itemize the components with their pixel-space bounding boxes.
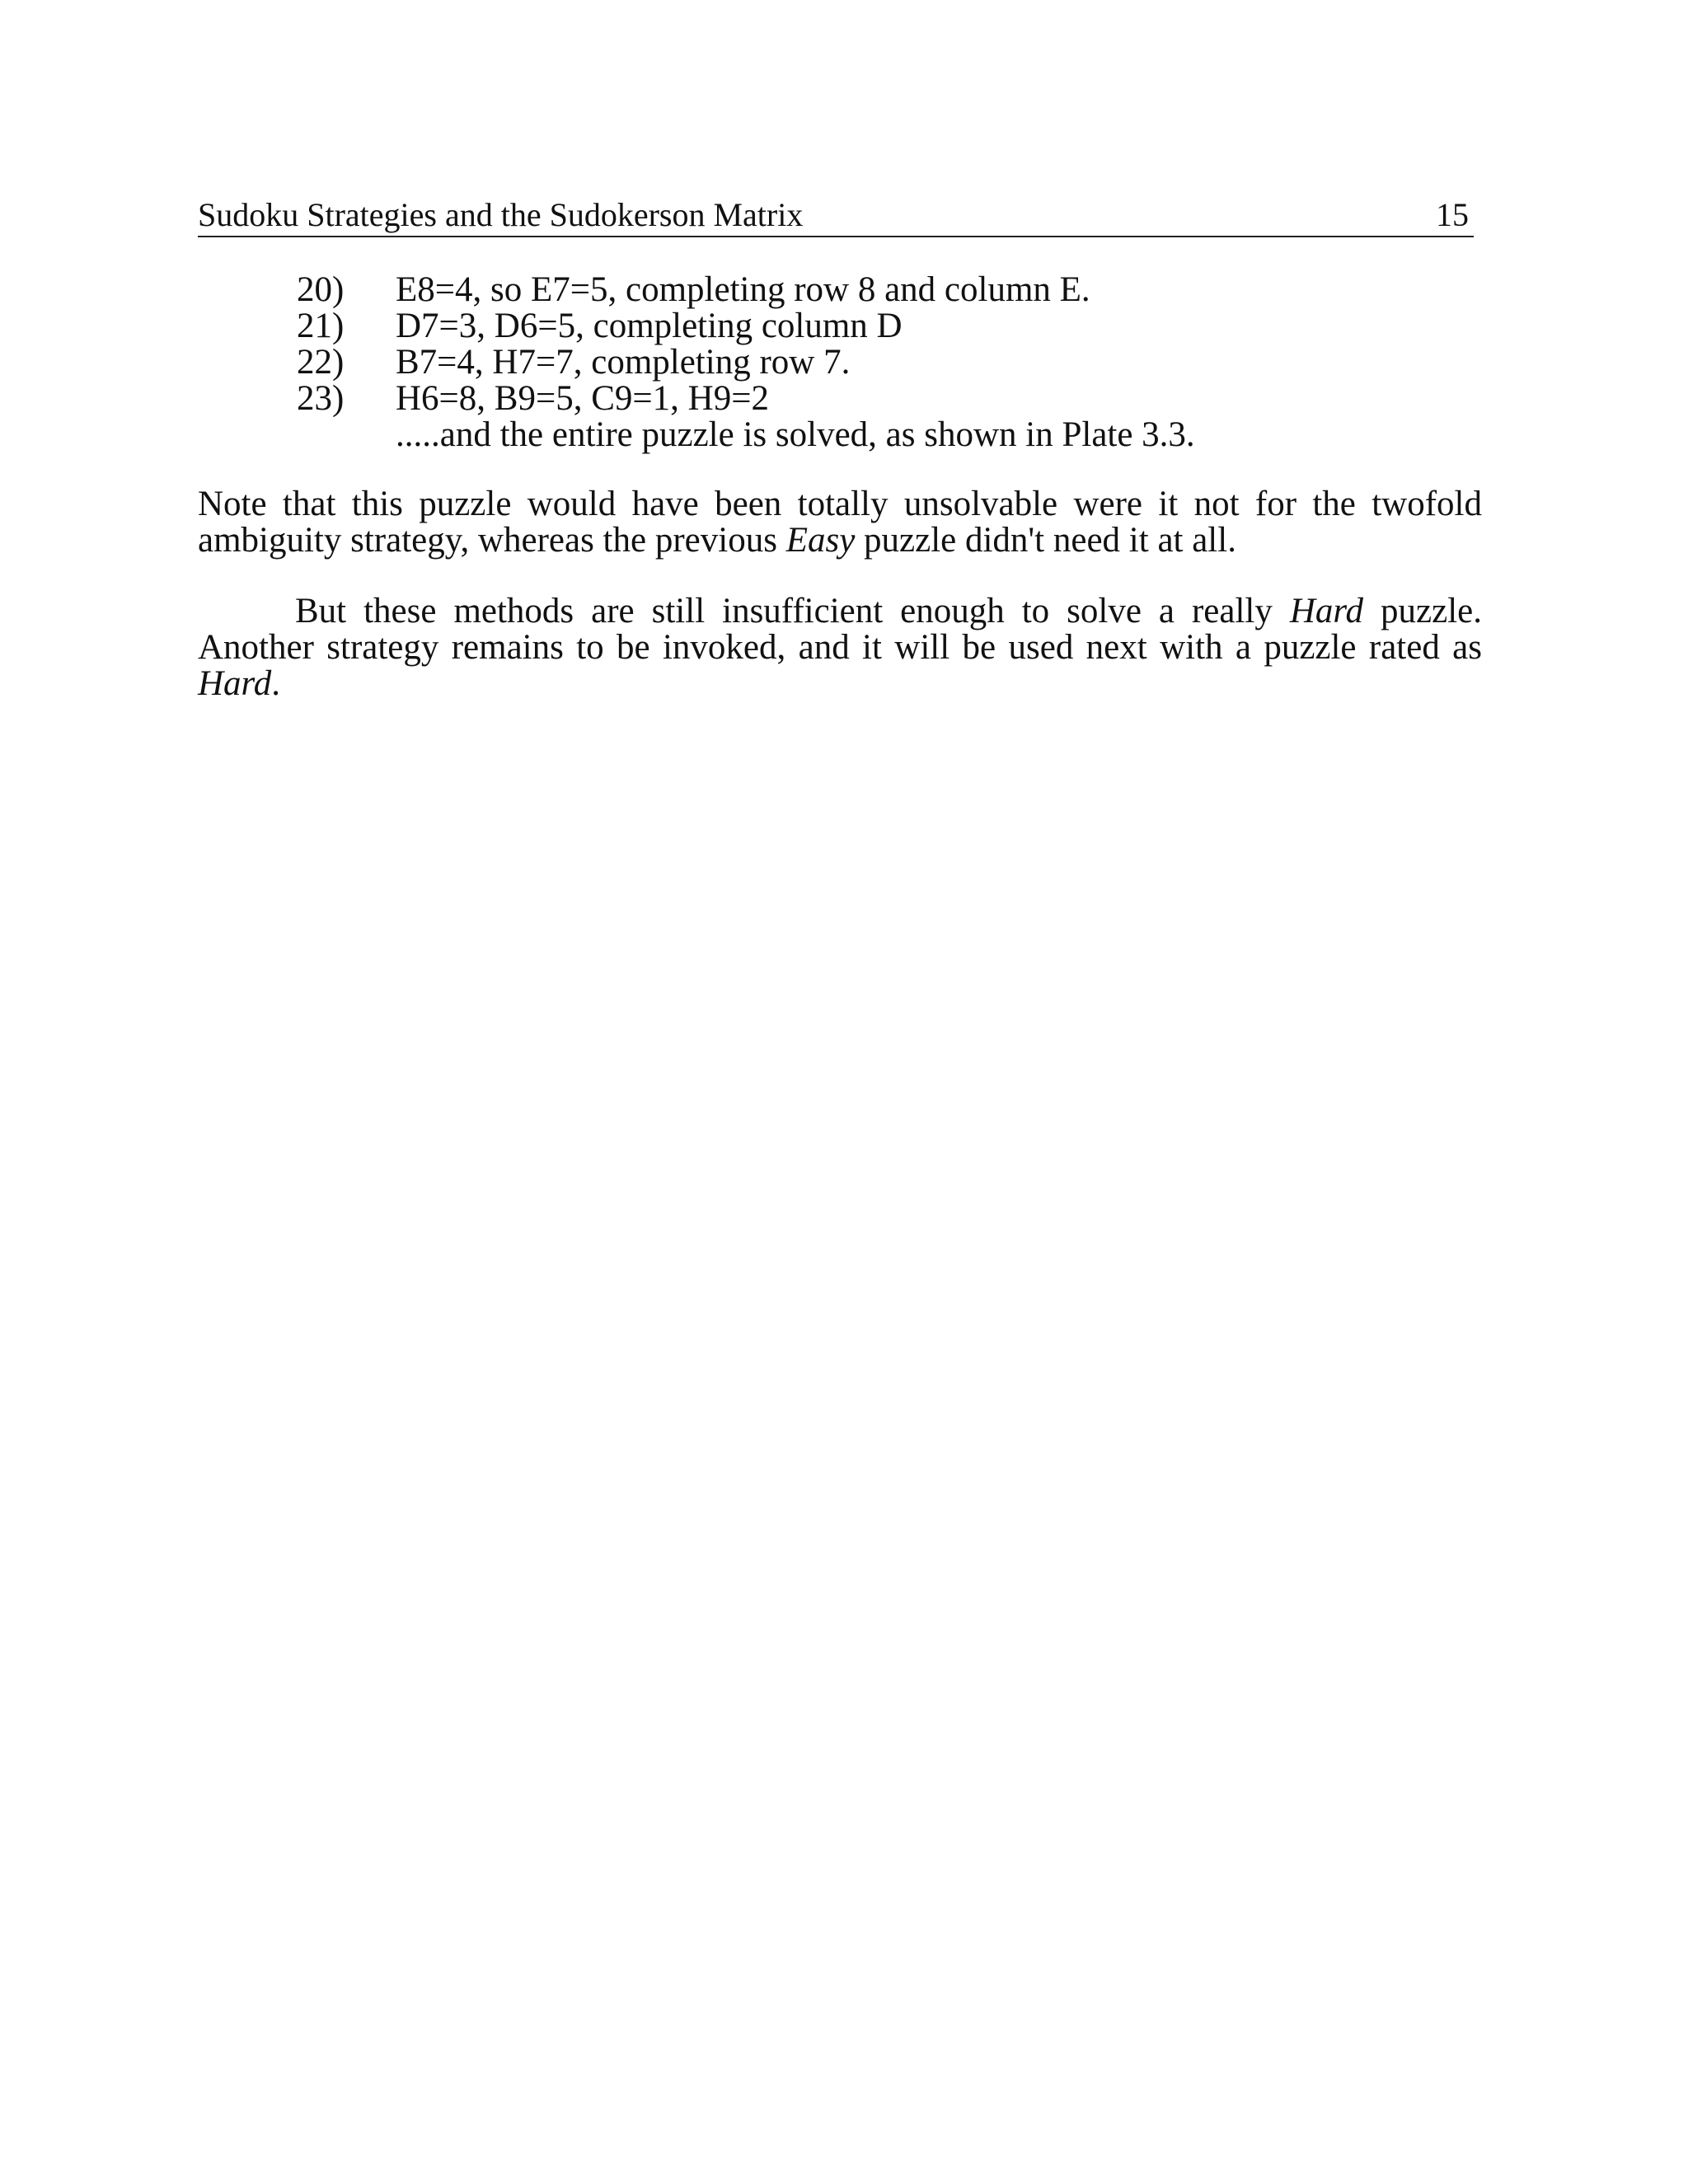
list-item <box>198 381 1484 417</box>
body-paragraph-note <box>198 486 1482 559</box>
paragraph-text: . <box>271 664 280 703</box>
list-item <box>198 344 1484 381</box>
step-number: 21) <box>297 307 345 345</box>
solution-steps-list <box>198 272 1484 453</box>
running-header <box>198 194 1474 237</box>
body-paragraph-next-strategy <box>198 593 1482 702</box>
italic-term: Easy <box>785 521 856 560</box>
steps-continuation-text: .....and the entire puzzle is solved, as shown in Plate 3.3. <box>396 415 1195 454</box>
header-title: Sudoku Strategies and the Sudokerson Matrix <box>198 196 804 233</box>
paragraph-text: Note that this puzzle would have been totally unsolvable were it not for the twofold ambiguity strategy, whereas the previous <box>198 485 1482 560</box>
list-item <box>198 272 1484 308</box>
step-number: 22) <box>297 343 345 382</box>
paragraph-text: But these methods are still insufficient enough to solve a really <box>295 592 1290 630</box>
italic-term: Hard <box>1289 592 1364 630</box>
step-text: D7=3, D6=5, completing column D <box>396 307 903 345</box>
paragraph-text: puzzle. Another strategy remains to be invoked, and it will be used next with a puzzle rated as <box>198 592 1482 667</box>
step-number: 20) <box>297 270 345 309</box>
paragraph-text: puzzle didn't need it at all. <box>855 521 1236 560</box>
step-number: 23) <box>297 379 345 418</box>
step-text: B7=4, H7=7, completing row 7. <box>396 343 851 382</box>
list-item <box>198 308 1484 344</box>
page-number: 15 <box>1436 196 1469 233</box>
steps-continuation-row <box>198 417 1484 453</box>
italic-term: Hard <box>198 664 272 703</box>
step-text: E8=4, so E7=5, completing row 8 and column E. <box>396 270 1090 309</box>
step-text: H6=8, B9=5, C9=1, H9=2 <box>396 379 769 418</box>
